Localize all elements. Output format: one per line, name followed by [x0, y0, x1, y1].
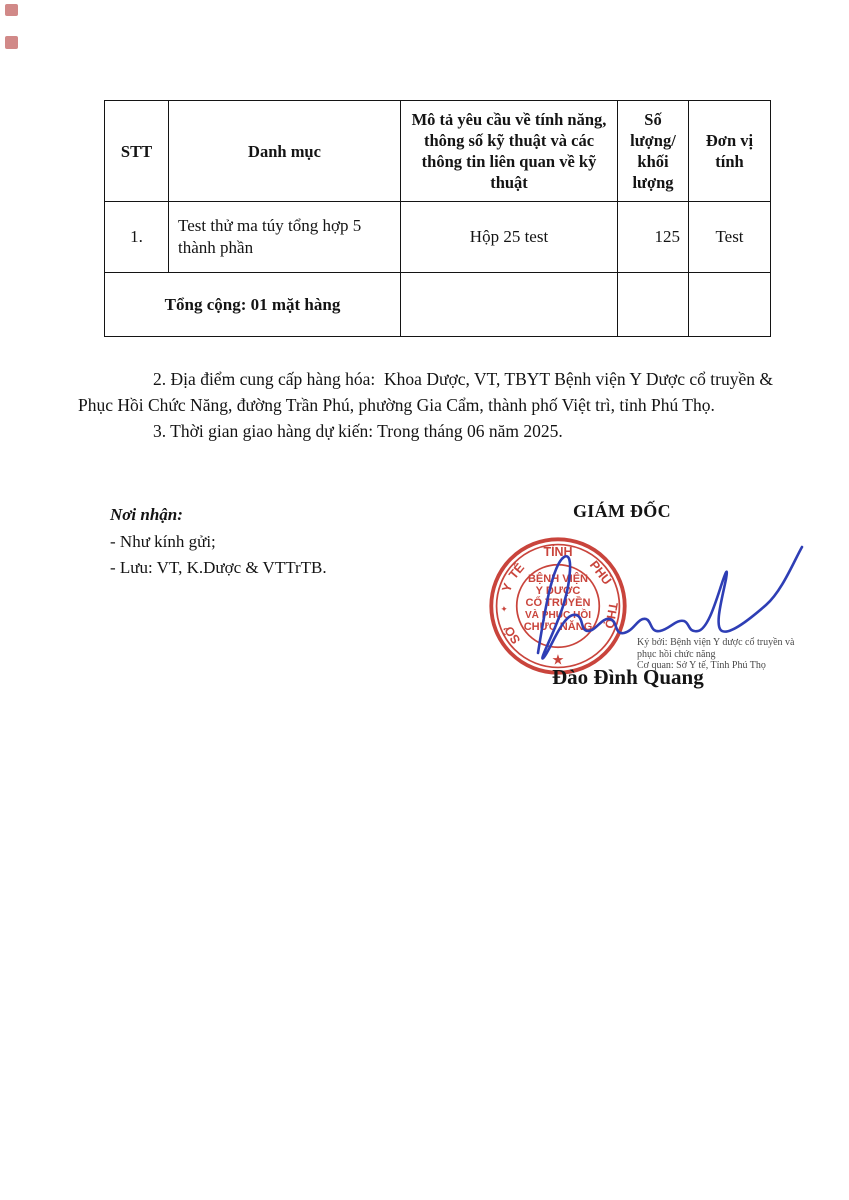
scan-artifact-mark	[5, 36, 18, 49]
scan-artifact-mark	[5, 4, 18, 16]
cell-empty	[401, 273, 618, 337]
cell-stt: 1.	[105, 202, 169, 273]
stamp-ring-text-tinh: TỈNH	[543, 545, 573, 560]
stamp-center-line: CHỨC NĂNG	[523, 621, 593, 633]
signer-name: Đào Đình Quang	[552, 665, 704, 689]
header-danh-muc: Danh mục	[169, 101, 401, 202]
table-total-row	[105, 273, 771, 337]
table-header-row	[105, 101, 771, 202]
body-text	[78, 366, 773, 444]
digital-note-line: Cơ quan: Sở Y tế, Tỉnh Phú Thọ	[637, 660, 766, 671]
cell-danh-muc: Test thử ma túy tổng hợp 5 thành phần	[169, 202, 401, 273]
header-stt: STT	[105, 101, 169, 202]
stamp-ring-text-te: TẾ	[506, 560, 528, 582]
cell-don-vi: Test	[689, 202, 771, 273]
digital-note-line: phục hồi chức năng	[637, 648, 716, 660]
stamp-ring-text-phu: PHÚ	[586, 558, 615, 588]
paragraph-delivery-location: 2. Địa điểm cung cấp hàng hóa: Khoa Dược, VT, TBYT Bệnh viện Y Dược cổ truyền & Phục Hồi Chức Năng, đường Trần Phú, phường Gia Cẩm, thành phố Việt trì, tỉnh Phú Thọ.	[78, 369, 773, 415]
table-row	[105, 202, 771, 273]
stamp-ring-separator-icon: ✦	[499, 604, 510, 613]
cell-empty	[689, 273, 771, 337]
stamp-center-line: VÀ PHỤC HỒI	[524, 610, 592, 621]
goods-table	[104, 100, 771, 337]
cell-empty	[618, 273, 689, 337]
director-title: GIÁM ĐỐC	[573, 501, 671, 521]
stamp-ring-text-tho: THỌ	[601, 601, 621, 630]
stamp-ring-text-so: SỞ	[501, 622, 524, 647]
cell-so-luong: 125	[618, 202, 689, 273]
cell-mo-ta: Hộp 25 test	[401, 202, 618, 273]
recipients-block	[110, 502, 327, 582]
paragraph-delivery-time: 3. Thời gian giao hàng dự kiến: Trong tháng 06 năm 2025.	[153, 421, 563, 441]
stamp-ring-text-y: Y	[499, 581, 516, 594]
stamp-star-icon: ★	[551, 652, 565, 669]
stamp-center-line: BỆNH VIỆN	[527, 573, 589, 585]
header-don-vi: Đơn vị tính	[689, 101, 771, 202]
header-mo-ta: Mô tả yêu cầu về tính năng, thông số kỹ thuật và các thông tin liên quan về kỹ thuật	[401, 101, 618, 202]
digital-note-line: Ký bởi: Bệnh viện Y dược cổ truyền và	[637, 637, 795, 648]
stamp-center-line: Y DƯỢC	[535, 585, 581, 597]
recipients-line: - Lưu: VT, K.Dược & VTTrTB.	[110, 558, 327, 577]
cell-total-label: Tổng cộng: 01 mặt hàng	[105, 273, 401, 337]
recipients-title: Nơi nhận:	[110, 505, 183, 524]
recipients-line: - Như kính gửi;	[110, 531, 216, 551]
stamp-center-line: CỔ TRUYỀN	[525, 597, 591, 609]
header-so-luong: Số lượng/ khối lượng	[618, 101, 689, 202]
